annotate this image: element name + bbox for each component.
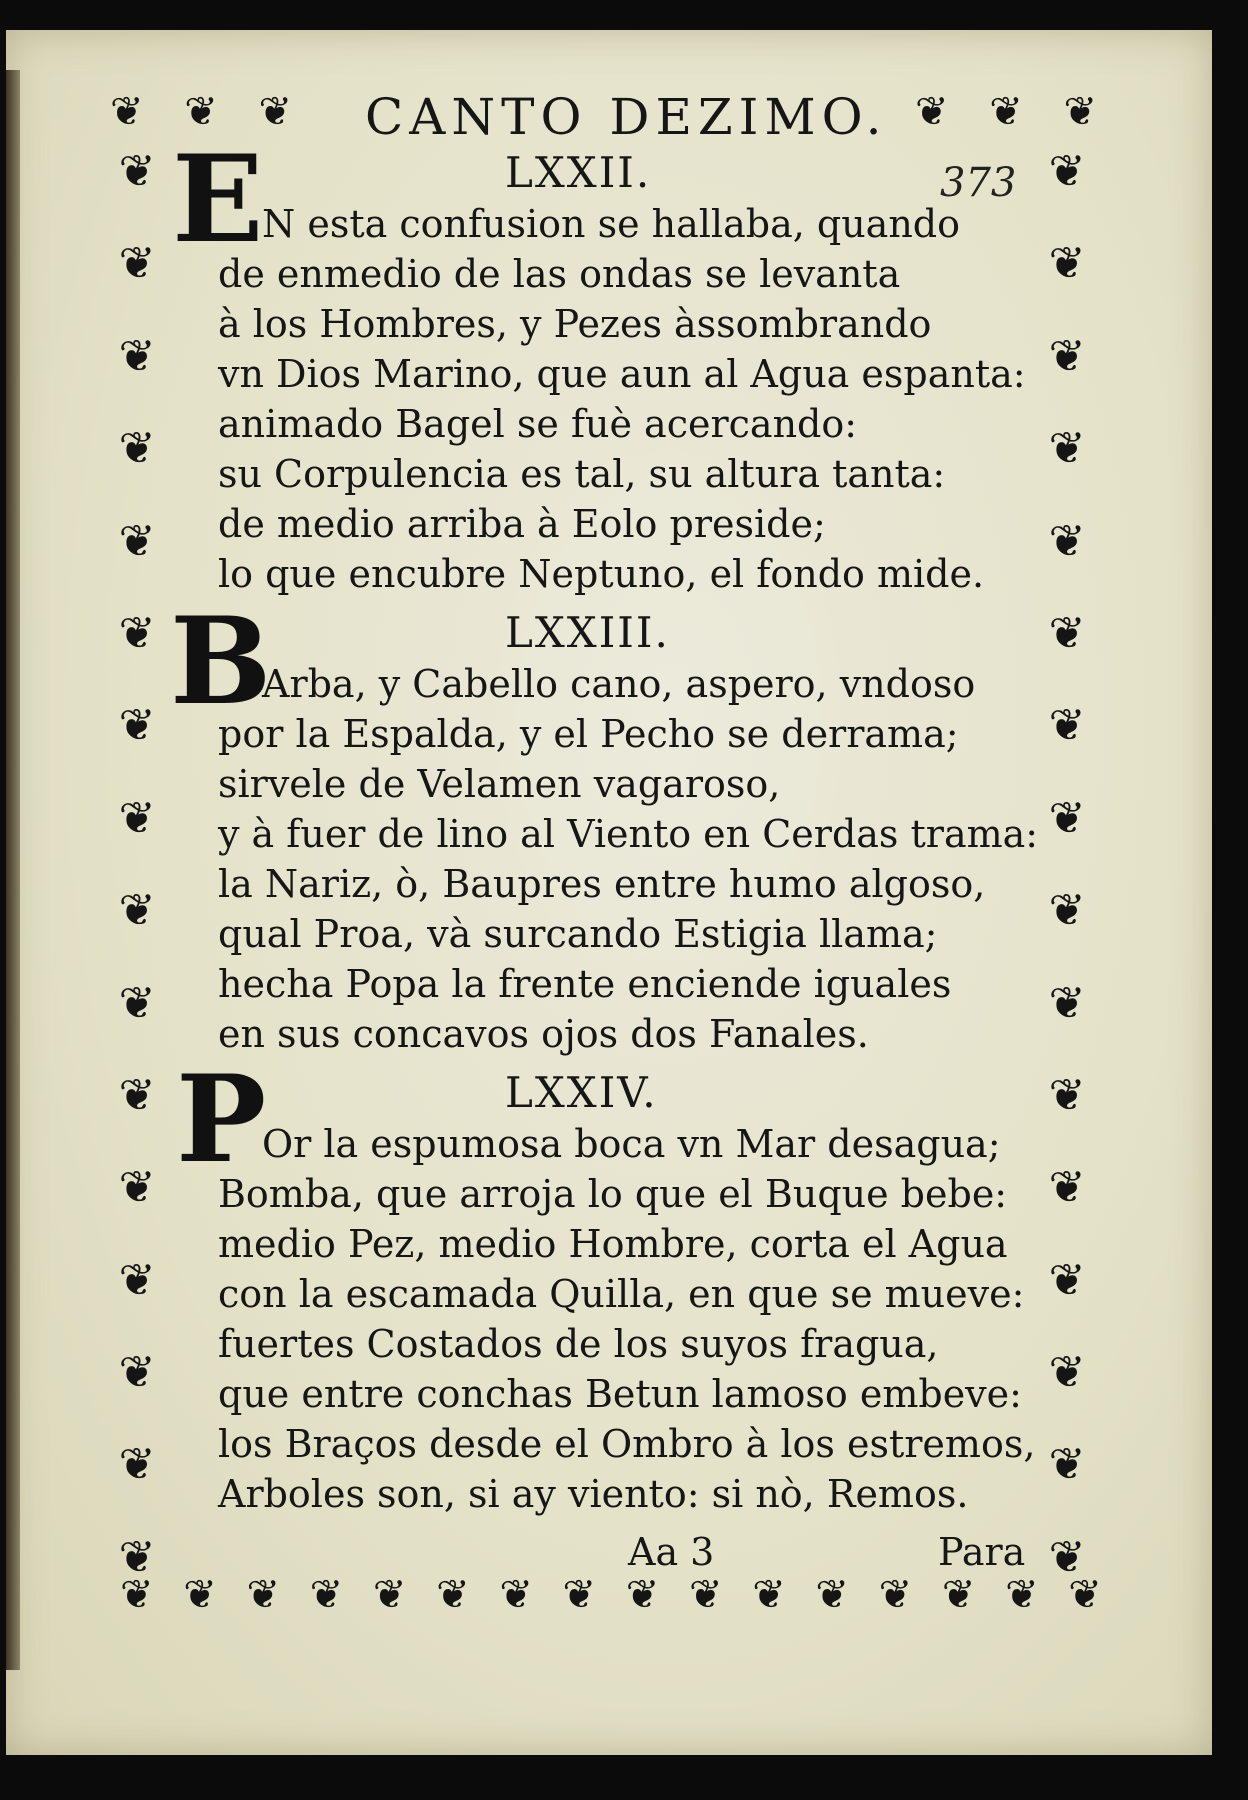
fleuron-icon: ❦ xyxy=(118,1162,156,1214)
fleuron-icon: ❦ xyxy=(1048,146,1086,197)
verse-line: su Corpulencia es tal, su altura tanta: xyxy=(218,452,946,496)
fleuron-icon: ❦ xyxy=(110,89,142,135)
fleuron-icon: ❦ xyxy=(1048,423,1086,475)
fleuron-icon: ❦ xyxy=(118,1531,156,1583)
fleuron-icon: ❦ xyxy=(1048,1531,1086,1583)
fleuron-icon: ❦ xyxy=(118,238,156,290)
fleuron-icon: ❦ xyxy=(1063,89,1095,135)
fleuron-icon: ❦ xyxy=(752,1572,784,1618)
fleuron-icon: ❦ xyxy=(118,885,156,937)
left-border-ornament xyxy=(112,146,162,1583)
fleuron-icon: ❦ xyxy=(118,607,156,659)
fleuron-icon: ❦ xyxy=(1048,1069,1086,1121)
fleuron-icon: ❦ xyxy=(1048,1254,1086,1306)
verse-line: sirvele de Velamen vagaroso, xyxy=(218,762,781,806)
fleuron-icon: ❦ xyxy=(915,89,947,135)
drop-cap-initial: P xyxy=(176,1049,267,1190)
stanza-number: LXXII. xyxy=(505,148,652,197)
fleuron-icon: ❦ xyxy=(1048,515,1086,567)
page-number: 373 xyxy=(940,160,1017,206)
fleuron-icon: ❦ xyxy=(625,1572,658,1618)
fleuron-icon: ❦ xyxy=(1048,700,1086,752)
verse-line: vn Dios Marino, que aun al Agua espanta: xyxy=(218,352,1026,396)
drop-cap-initial: E xyxy=(172,129,264,270)
fleuron-icon: ❦ xyxy=(1048,607,1086,659)
fleuron-icon: ❦ xyxy=(941,1572,974,1618)
fleuron-icon: ❦ xyxy=(118,1439,156,1491)
fleuron-icon: ❦ xyxy=(118,700,156,752)
verse-line: qual Proa, và surcando Estigia llama; xyxy=(218,912,938,956)
verse-line: de medio arriba à Eolo preside; xyxy=(218,502,826,546)
fleuron-icon: ❦ xyxy=(1048,792,1086,844)
fleuron-icon: ❦ xyxy=(1005,1572,1037,1618)
fleuron-icon: ❦ xyxy=(246,1572,278,1618)
fleuron-icon: ❦ xyxy=(118,515,156,567)
verse-line: à los Hombres, y Pezes àssombrando xyxy=(218,302,932,346)
fleuron-icon: ❦ xyxy=(118,146,156,197)
drop-cap-initial: B xyxy=(170,591,272,732)
verse-line: y à fuer de lino al Viento en Cerdas trama: xyxy=(218,812,1039,856)
fleuron-icon: ❦ xyxy=(372,1572,405,1618)
verse-line: Bomba, que arroja lo que el Buque bebe: xyxy=(218,1172,1008,1216)
verse-line: Arba, y Cabello cano, aspero, vndoso xyxy=(262,662,976,706)
fleuron-icon: ❦ xyxy=(118,1069,156,1121)
verse-line: Arboles son, si ay viento: si nò, Remos. xyxy=(218,1472,969,1516)
fleuron-icon: ❦ xyxy=(1048,1162,1086,1214)
running-title: CANTO DEZIMO. xyxy=(365,88,888,146)
catchword: Para xyxy=(938,1530,1026,1574)
verse-line: lo que encubre Neptuno, el fondo mide. xyxy=(218,552,985,596)
fleuron-icon: ❦ xyxy=(120,1572,152,1618)
fleuron-icon: ❦ xyxy=(184,89,216,135)
fleuron-icon: ❦ xyxy=(1068,1572,1100,1618)
fleuron-icon: ❦ xyxy=(118,423,156,475)
fleuron-icon: ❦ xyxy=(118,792,156,844)
fleuron-icon: ❦ xyxy=(183,1572,215,1618)
fleuron-icon: ❦ xyxy=(1048,977,1086,1029)
fleuron-icon: ❦ xyxy=(309,1572,342,1618)
fleuron-icon: ❦ xyxy=(118,330,156,382)
fleuron-icon: ❦ xyxy=(118,1254,156,1306)
verse-line: de enmedio de las ondas se levanta xyxy=(218,252,901,296)
signature-mark: Aa 3 xyxy=(628,1530,715,1574)
verse-line: con la escamada Quilla, en que se mueve: xyxy=(218,1272,1025,1316)
verse-line: en sus concavos ojos dos Fanales. xyxy=(218,1012,869,1056)
fleuron-icon: ❦ xyxy=(118,1347,156,1399)
fleuron-icon: ❦ xyxy=(1048,1347,1086,1399)
verse-line: medio Pez, medio Hombre, corta el Agua xyxy=(218,1222,1008,1266)
top-right-ornament xyxy=(915,89,1095,135)
bottom-border-ornament xyxy=(120,1572,1100,1618)
previous-page-edge xyxy=(6,70,20,1670)
verse-line: Or la espumosa boca vn Mar desagua; xyxy=(262,1122,1001,1166)
verse-line: por la Espalda, y el Pecho se derrama; xyxy=(218,712,959,756)
fleuron-icon: ❦ xyxy=(562,1572,595,1618)
fleuron-icon: ❦ xyxy=(815,1572,847,1618)
fleuron-icon: ❦ xyxy=(118,977,156,1029)
fleuron-icon: ❦ xyxy=(1048,885,1086,937)
verse-line: que entre conchas Betun lamoso embeve: xyxy=(218,1372,1022,1416)
fleuron-icon: ❦ xyxy=(1048,238,1086,290)
verse-line: hecha Popa la frente enciende iguales xyxy=(218,962,952,1006)
fleuron-icon: ❦ xyxy=(688,1572,721,1618)
top-left-ornament xyxy=(110,89,290,135)
stanza-number: LXXIV. xyxy=(505,1068,658,1117)
verse-line: fuertes Costados de los suyos fragua, xyxy=(218,1322,939,1366)
fleuron-icon: ❦ xyxy=(878,1572,911,1618)
fleuron-icon: ❦ xyxy=(436,1572,468,1618)
right-border-ornament xyxy=(1042,146,1092,1583)
fleuron-icon: ❦ xyxy=(258,89,290,135)
stanza-number: LXXIII. xyxy=(505,608,670,657)
fleuron-icon: ❦ xyxy=(1048,330,1086,382)
fleuron-icon: ❦ xyxy=(499,1572,531,1618)
verse-line: animado Bagel se fuè acercando: xyxy=(218,402,858,446)
fleuron-icon: ❦ xyxy=(989,89,1021,135)
verse-line: la Nariz, ò, Baupres entre humo algoso, xyxy=(218,862,986,906)
verse-line: N esta confusion se hallaba, quando xyxy=(262,202,961,246)
fleuron-icon: ❦ xyxy=(1048,1439,1086,1491)
verse-line: los Braços desde el Ombro à los estremos, xyxy=(218,1422,1036,1466)
